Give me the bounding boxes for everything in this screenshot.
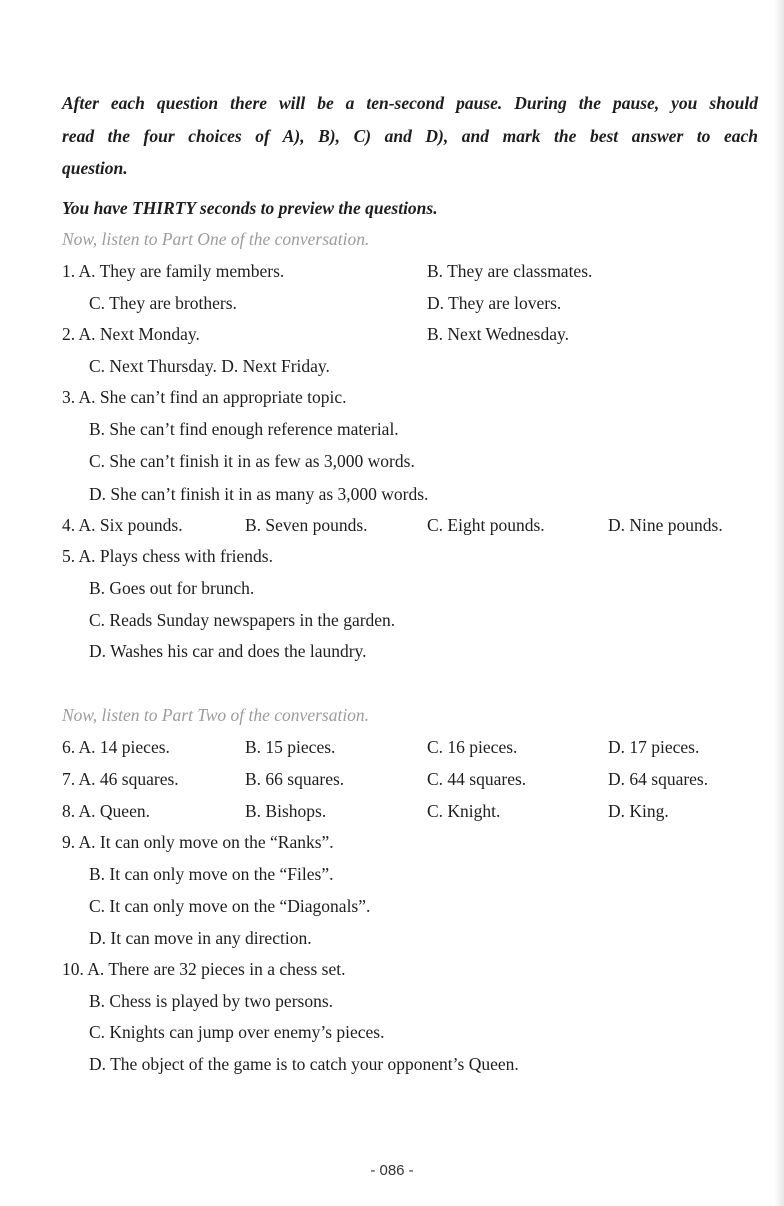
option-6a: 6. A. 14 pieces. <box>62 737 170 757</box>
option-4a: 4. A. Six pounds. <box>62 515 183 535</box>
option-1a: 1. A. They are family members. <box>62 261 285 281</box>
preview-instruction: You have THIRTY seconds to preview the questions. <box>62 198 438 218</box>
option-5d: D. Washes his car and does the laundry. <box>89 641 367 661</box>
option-6b: B. 15 pieces. <box>245 737 336 757</box>
option-5b: B. Goes out for brunch. <box>89 578 255 598</box>
option-7d: D. 64 squares. <box>608 769 709 789</box>
option-5a: 5. A. Plays chess with friends. <box>62 546 273 566</box>
instruction-line-2: read the four choices of A), B), C) and D), and mark the best answer to each <box>62 126 758 146</box>
option-7a: 7. A. 46 squares. <box>62 769 179 789</box>
option-7c: C. 44 squares. <box>427 769 527 789</box>
option-3a: 3. A. She can’t find an appropriate topic. <box>62 387 347 407</box>
option-2b: B. Next Wednesday. <box>427 324 569 344</box>
option-6d: D. 17 pieces. <box>608 737 700 757</box>
option-6c: C. 16 pieces. <box>427 737 518 757</box>
option-9d: D. It can move in any direction. <box>89 928 312 948</box>
option-7b: B. 66 squares. <box>245 769 345 789</box>
option-9b: B. It can only move on the “Files”. <box>89 864 334 884</box>
page-number: - 086 - <box>370 1162 414 1179</box>
option-3d: D. She can’t finish it in as many as 3,000 words. <box>89 484 429 504</box>
option-3c: C. She can’t finish it in as few as 3,000 words. <box>89 451 415 471</box>
part-two-heading: Now, listen to Part Two of the conversation. <box>62 705 370 725</box>
option-1d: D. They are lovers. <box>427 293 562 313</box>
option-8c: C. Knight. <box>427 801 501 821</box>
option-9c: C. It can only move on the “Diagonals”. <box>89 896 371 916</box>
option-1c: C. They are brothers. <box>89 293 237 313</box>
option-8d: D. King. <box>608 801 669 821</box>
option-10b: B. Chess is played by two persons. <box>89 991 334 1011</box>
page-edge-shadow <box>774 0 784 1206</box>
option-8b: B. Bishops. <box>245 801 327 821</box>
instruction-line-3: question. <box>62 158 128 178</box>
option-10c: C. Knights can jump over enemy’s pieces. <box>89 1022 385 1042</box>
option-2a: 2. A. Next Monday. <box>62 324 200 344</box>
option-5c: C. Reads Sunday newspapers in the garden. <box>89 610 396 630</box>
option-4d: D. Nine pounds. <box>608 515 723 535</box>
option-8a: 8. A. Queen. <box>62 801 150 821</box>
option-1b: B. They are classmates. <box>427 261 593 281</box>
part-one-heading: Now, listen to Part One of the conversation. <box>62 229 370 249</box>
option-3b: B. She can’t find enough reference material. <box>89 419 399 439</box>
option-2cd: C. Next Thursday. D. Next Friday. <box>89 356 330 376</box>
option-10a: 10. A. There are 32 pieces in a chess set. <box>62 959 346 979</box>
option-10d: D. The object of the game is to catch your opponent’s Queen. <box>89 1054 519 1074</box>
option-9a: 9. A. It can only move on the “Ranks”. <box>62 832 334 852</box>
instruction-line-1: After each question there will be a ten-second pause. During the pause, you should <box>62 93 758 113</box>
option-4c: C. Eight pounds. <box>427 515 545 535</box>
option-4b: B. Seven pounds. <box>245 515 368 535</box>
